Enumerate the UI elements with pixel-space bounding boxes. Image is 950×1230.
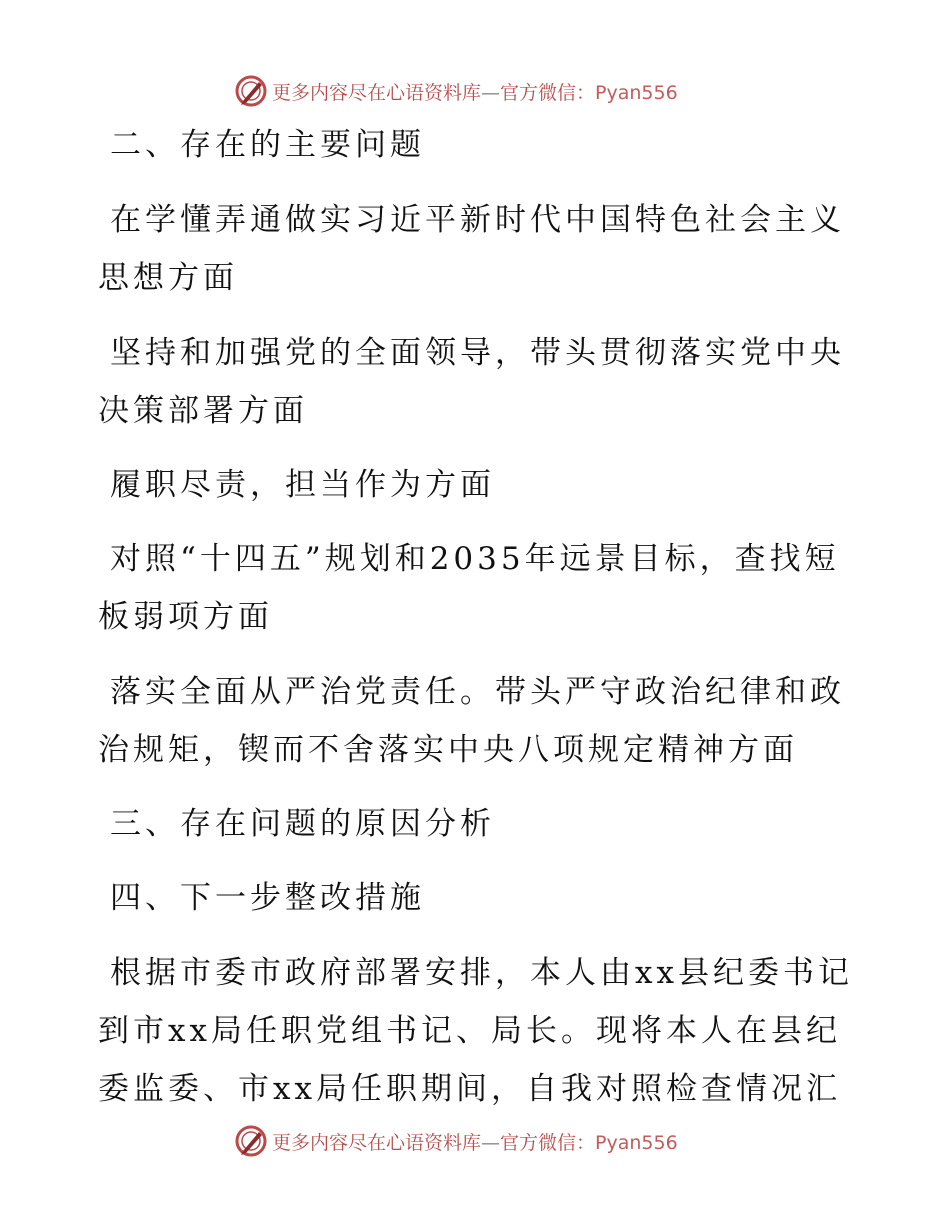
paragraph-line: 板弱项方面 bbox=[98, 599, 273, 635]
paragraph-line: 对照“十四五”规划和2035年远景目标，查找短 bbox=[110, 541, 840, 577]
watermark-account: Pyan556 bbox=[595, 81, 678, 104]
paragraph-line: 在学懂弄通做实习近平新时代中国特色社会主义 bbox=[110, 202, 845, 238]
footer-watermark bbox=[234, 1123, 678, 1159]
paragraph-line: 坚持和加强党的全面领导，带头贯彻落实党中央 bbox=[110, 335, 845, 371]
paragraph-line: 根据市委市政府部署安排，本人由xx县纪委书记 bbox=[110, 955, 853, 991]
watermark-main-text: 更多内容尽在心语资料库 bbox=[272, 1131, 482, 1154]
watermark-account: Pyan556 bbox=[595, 1131, 678, 1154]
paragraph-line: 思想方面 bbox=[98, 260, 238, 296]
paragraph-line: 委监委、市xx局任职期间，自我对照检查情况汇 bbox=[98, 1071, 841, 1107]
watermark-separator: — bbox=[481, 81, 501, 104]
section-heading-3: 三、存在问题的原因分析 bbox=[110, 806, 495, 842]
paragraph-line: 到市xx局任职党组书记、局长。现将本人在县纪 bbox=[98, 1013, 841, 1049]
section-heading-2: 二、存在的主要问题 bbox=[110, 127, 425, 163]
paragraph-line: 治规矩，锲而不舍落实中央八项规定精神方面 bbox=[98, 732, 798, 768]
watermark-label: 官方微信： bbox=[500, 81, 596, 104]
paragraph-line: 履职尽责，担当作为方面 bbox=[110, 467, 495, 503]
header-watermark bbox=[234, 73, 678, 109]
pen-logo-icon bbox=[234, 1124, 268, 1158]
watermark-main-text: 更多内容尽在心语资料库 bbox=[272, 81, 482, 104]
watermark-separator: — bbox=[481, 1131, 501, 1154]
section-heading-4: 四、下一步整改措施 bbox=[110, 880, 425, 916]
pen-logo-icon bbox=[234, 74, 268, 108]
paragraph-line: 决策部署方面 bbox=[98, 393, 308, 429]
watermark-label: 官方微信： bbox=[500, 1131, 596, 1154]
paragraph-line: 落实全面从严治党责任。带头严守政治纪律和政 bbox=[110, 674, 845, 710]
